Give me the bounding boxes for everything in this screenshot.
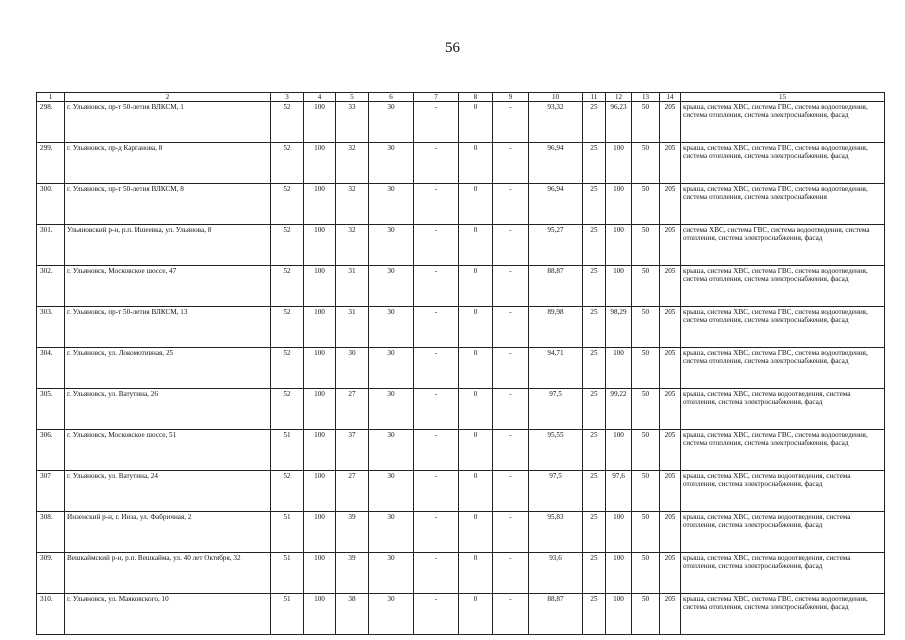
- cell-col10: 93,32: [529, 102, 583, 143]
- cell-col14: 205: [660, 348, 681, 389]
- cell-col4: 100: [304, 512, 336, 553]
- cell-col12: 100: [606, 512, 632, 553]
- cell-col12: 100: [606, 266, 632, 307]
- row-works: крыша, система ХВС, система водоотведения, система отопления, система электроснабжения, фасад: [681, 553, 885, 594]
- cell-col9: -: [493, 102, 529, 143]
- row-address: г. Ульяновск, пр-т 50-летия ВЛКСМ, 1: [65, 102, 271, 143]
- cell-col3: 51: [271, 553, 304, 594]
- row-address: г. Ульяновск, ул. Локомотивная, 25: [65, 348, 271, 389]
- table-row: [37, 102, 885, 143]
- cell-col9: -: [493, 307, 529, 348]
- cell-col9: -: [493, 184, 529, 225]
- column-header: 13: [632, 93, 660, 102]
- cell-col9: -: [493, 471, 529, 512]
- cell-col14: 205: [660, 143, 681, 184]
- page-number: 56: [445, 40, 460, 56]
- cell-col12: 100: [606, 348, 632, 389]
- row-number: 310.: [37, 594, 65, 635]
- cell-col13: 50: [632, 266, 660, 307]
- cell-col9: -: [493, 512, 529, 553]
- cell-col10: 93,6: [529, 553, 583, 594]
- cell-col4: 100: [304, 594, 336, 635]
- row-number: 298.: [37, 102, 65, 143]
- cell-col6: 30: [369, 348, 414, 389]
- cell-col8: 0: [459, 307, 493, 348]
- cell-col14: 205: [660, 307, 681, 348]
- column-header: 5: [336, 93, 369, 102]
- cell-col6: 30: [369, 594, 414, 635]
- column-header: 15: [681, 93, 885, 102]
- column-header: 7: [414, 93, 459, 102]
- row-address: Вешкаймский р-н, р.п. Вешкайма, ул. 40 лет Октября, 32: [65, 553, 271, 594]
- cell-col7: -: [414, 348, 459, 389]
- row-works: крыша, система ХВС, система ГВС, система водоотведения, система отопления, система электроснабжения, фасад: [681, 266, 885, 307]
- cell-col8: 0: [459, 512, 493, 553]
- table-row: [37, 348, 885, 389]
- cell-col12: 97,6: [606, 471, 632, 512]
- cell-col9: -: [493, 225, 529, 266]
- cell-col4: 100: [304, 307, 336, 348]
- column-header: 10: [529, 93, 583, 102]
- row-address: г. Ульяновск, Московское шоссе, 47: [65, 266, 271, 307]
- column-header: 2: [65, 93, 271, 102]
- cell-col10: 97,5: [529, 389, 583, 430]
- cell-col13: 50: [632, 471, 660, 512]
- column-header: 8: [459, 93, 493, 102]
- row-works: крыша, система ХВС, система ГВС, система водоотведения, система отопления, система электроснабжения, фасад: [681, 143, 885, 184]
- cell-col5: 30: [336, 348, 369, 389]
- cell-col12: 100: [606, 143, 632, 184]
- cell-col13: 50: [632, 143, 660, 184]
- cell-col8: 0: [459, 102, 493, 143]
- row-number: 299.: [37, 143, 65, 184]
- cell-col14: 205: [660, 553, 681, 594]
- row-address: г. Ульяновск, ул. Ватутина, 26: [65, 389, 271, 430]
- table-row: [37, 307, 885, 348]
- cell-col11: 25: [583, 471, 606, 512]
- row-works: крыша, система ХВС, система водоотведения, система отопления, система электроснабжения, фасад: [681, 471, 885, 512]
- table-row: [37, 266, 885, 307]
- cell-col8: 0: [459, 389, 493, 430]
- cell-col9: -: [493, 430, 529, 471]
- cell-col3: 52: [271, 348, 304, 389]
- cell-col3: 52: [271, 389, 304, 430]
- cell-col10: 96,94: [529, 184, 583, 225]
- row-works: система ХВС, система ГВС, система водоотведения, система отопления, система электроснабжения, фасад: [681, 225, 885, 266]
- cell-col6: 30: [369, 143, 414, 184]
- table-row: [37, 594, 885, 635]
- cell-col11: 25: [583, 225, 606, 266]
- cell-col4: 100: [304, 348, 336, 389]
- column-header: 1: [37, 93, 65, 102]
- cell-col11: 25: [583, 143, 606, 184]
- cell-col5: 39: [336, 512, 369, 553]
- cell-col7: -: [414, 471, 459, 512]
- cell-col9: -: [493, 553, 529, 594]
- cell-col12: 99,22: [606, 389, 632, 430]
- row-address: г. Ульяновск, пр-т 50-летия ВЛКСМ, 13: [65, 307, 271, 348]
- cell-col13: 50: [632, 594, 660, 635]
- cell-col14: 205: [660, 594, 681, 635]
- cell-col6: 30: [369, 553, 414, 594]
- cell-col7: -: [414, 307, 459, 348]
- cell-col7: -: [414, 512, 459, 553]
- cell-col3: 52: [271, 266, 304, 307]
- cell-col5: 32: [336, 143, 369, 184]
- cell-col11: 25: [583, 389, 606, 430]
- table-row: [37, 430, 885, 471]
- row-number: 301.: [37, 225, 65, 266]
- cell-col10: 97,5: [529, 471, 583, 512]
- cell-col4: 100: [304, 389, 336, 430]
- cell-col9: -: [493, 594, 529, 635]
- cell-col11: 25: [583, 266, 606, 307]
- cell-col11: 25: [583, 553, 606, 594]
- column-header: 3: [271, 93, 304, 102]
- table-row: [37, 225, 885, 266]
- row-number: 306.: [37, 430, 65, 471]
- cell-col4: 100: [304, 225, 336, 266]
- row-works: крыша, система ХВС, система ГВС, система водоотведения, система отопления, система электроснабжения: [681, 184, 885, 225]
- cell-col10: 95,55: [529, 430, 583, 471]
- cell-col8: 0: [459, 471, 493, 512]
- cell-col8: 0: [459, 184, 493, 225]
- cell-col8: 0: [459, 225, 493, 266]
- row-address: Инзенский р-н, г. Инза, ул. Фабричная, 2: [65, 512, 271, 553]
- row-number: 303.: [37, 307, 65, 348]
- cell-col7: -: [414, 184, 459, 225]
- cell-col12: 100: [606, 553, 632, 594]
- row-address: г. Ульяновск, пр-д Карганова, 8: [65, 143, 271, 184]
- cell-col3: 51: [271, 512, 304, 553]
- cell-col4: 100: [304, 430, 336, 471]
- cell-col10: 88,87: [529, 594, 583, 635]
- cell-col7: -: [414, 266, 459, 307]
- cell-col6: 30: [369, 307, 414, 348]
- cell-col6: 30: [369, 184, 414, 225]
- cell-col5: 33: [336, 102, 369, 143]
- row-address: г. Ульяновск, ул. Ватутина, 24: [65, 471, 271, 512]
- cell-col7: -: [414, 430, 459, 471]
- cell-col14: 205: [660, 512, 681, 553]
- cell-col7: -: [414, 225, 459, 266]
- row-address: г. Ульяновск, Московское шоссе, 51: [65, 430, 271, 471]
- row-number: 305.: [37, 389, 65, 430]
- cell-col14: 205: [660, 471, 681, 512]
- cell-col13: 50: [632, 102, 660, 143]
- table-row: [37, 184, 885, 225]
- cell-col8: 0: [459, 553, 493, 594]
- cell-col14: 205: [660, 102, 681, 143]
- cell-col13: 50: [632, 389, 660, 430]
- cell-col10: 96,94: [529, 143, 583, 184]
- column-header: 4: [304, 93, 336, 102]
- cell-col7: -: [414, 389, 459, 430]
- row-works: крыша, система ХВС, система ГВС, система водоотведения, система отопления, система электроснабжения, фасад: [681, 102, 885, 143]
- cell-col3: 52: [271, 102, 304, 143]
- cell-col10: 95,83: [529, 512, 583, 553]
- cell-col5: 38: [336, 594, 369, 635]
- row-address: г. Ульяновск, пр-т 50-летия ВЛКСМ, 8: [65, 184, 271, 225]
- row-address: Ульяновский р-н, р.п. Ишеевка, ул. Ульянова, 8: [65, 225, 271, 266]
- cell-col5: 31: [336, 307, 369, 348]
- row-address: г. Ульяновск, ул. Маяковского, 10: [65, 594, 271, 635]
- cell-col14: 205: [660, 389, 681, 430]
- cell-col12: 100: [606, 184, 632, 225]
- row-works: крыша, система ХВС, система водоотведения, система отопления, система электроснабжения, фасад: [681, 389, 885, 430]
- cell-col5: 39: [336, 553, 369, 594]
- cell-col13: 50: [632, 225, 660, 266]
- cell-col5: 27: [336, 389, 369, 430]
- column-header: 11: [583, 93, 606, 102]
- column-header: 14: [660, 93, 681, 102]
- cell-col7: -: [414, 553, 459, 594]
- cell-col7: -: [414, 102, 459, 143]
- cell-col5: 32: [336, 184, 369, 225]
- cell-col3: 52: [271, 143, 304, 184]
- cell-col14: 205: [660, 266, 681, 307]
- row-number: 308.: [37, 512, 65, 553]
- cell-col6: 30: [369, 225, 414, 266]
- cell-col11: 25: [583, 307, 606, 348]
- cell-col8: 0: [459, 266, 493, 307]
- cell-col6: 30: [369, 389, 414, 430]
- cell-col12: 100: [606, 430, 632, 471]
- cell-col6: 30: [369, 471, 414, 512]
- cell-col9: -: [493, 266, 529, 307]
- cell-col9: -: [493, 143, 529, 184]
- table-row: [37, 512, 885, 553]
- cell-col5: 27: [336, 471, 369, 512]
- cell-col13: 50: [632, 348, 660, 389]
- cell-col13: 50: [632, 553, 660, 594]
- row-works: крыша, система ХВС, система водоотведения, система отопления, система электроснабжения, фасад: [681, 512, 885, 553]
- cell-col13: 50: [632, 307, 660, 348]
- cell-col14: 205: [660, 430, 681, 471]
- cell-col11: 25: [583, 184, 606, 225]
- cell-col5: 37: [336, 430, 369, 471]
- cell-col3: 51: [271, 430, 304, 471]
- cell-col3: 52: [271, 471, 304, 512]
- cell-col14: 205: [660, 184, 681, 225]
- cell-col6: 30: [369, 102, 414, 143]
- cell-col11: 25: [583, 102, 606, 143]
- registry-table: [36, 92, 885, 635]
- cell-col3: 52: [271, 184, 304, 225]
- cell-col7: -: [414, 594, 459, 635]
- table-row: [37, 389, 885, 430]
- cell-col10: 89,98: [529, 307, 583, 348]
- cell-col5: 32: [336, 225, 369, 266]
- row-works: крыша, система ХВС, система ГВС, система водоотведения, система отопления, система электроснабжения, фасад: [681, 307, 885, 348]
- cell-col12: 96,23: [606, 102, 632, 143]
- table-body: [37, 93, 885, 635]
- cell-col6: 30: [369, 266, 414, 307]
- cell-col8: 0: [459, 143, 493, 184]
- cell-col14: 205: [660, 225, 681, 266]
- column-header: 6: [369, 93, 414, 102]
- cell-col4: 100: [304, 184, 336, 225]
- cell-col4: 100: [304, 266, 336, 307]
- cell-col3: 52: [271, 225, 304, 266]
- cell-col9: -: [493, 389, 529, 430]
- cell-col3: 52: [271, 307, 304, 348]
- cell-col10: 88,87: [529, 266, 583, 307]
- cell-col12: 100: [606, 225, 632, 266]
- cell-col10: 95,27: [529, 225, 583, 266]
- row-works: крыша, система ХВС, система ГВС, система водоотведения, система отопления, система электроснабжения, фасад: [681, 430, 885, 471]
- row-number: 300.: [37, 184, 65, 225]
- cell-col13: 50: [632, 430, 660, 471]
- cell-col12: 98,29: [606, 307, 632, 348]
- cell-col13: 50: [632, 184, 660, 225]
- cell-col11: 25: [583, 348, 606, 389]
- row-number: 307: [37, 471, 65, 512]
- cell-col8: 0: [459, 430, 493, 471]
- cell-col8: 0: [459, 594, 493, 635]
- cell-col4: 100: [304, 102, 336, 143]
- row-works: крыша, система ХВС, система ГВС, система водоотведения, система отопления, система электроснабжения, фасад: [681, 348, 885, 389]
- table-row: [37, 553, 885, 594]
- cell-col4: 100: [304, 471, 336, 512]
- column-header: 12: [606, 93, 632, 102]
- cell-col6: 30: [369, 430, 414, 471]
- cell-col4: 100: [304, 553, 336, 594]
- cell-col3: 51: [271, 594, 304, 635]
- row-number: 309.: [37, 553, 65, 594]
- table-row: [37, 471, 885, 512]
- cell-col11: 25: [583, 512, 606, 553]
- cell-col7: -: [414, 143, 459, 184]
- cell-col11: 25: [583, 430, 606, 471]
- cell-col10: 94,71: [529, 348, 583, 389]
- row-number: 304.: [37, 348, 65, 389]
- cell-col13: 50: [632, 512, 660, 553]
- table-row: [37, 143, 885, 184]
- cell-col6: 30: [369, 512, 414, 553]
- cell-col4: 100: [304, 143, 336, 184]
- cell-col9: -: [493, 348, 529, 389]
- row-works: крыша, система ХВС, система ГВС, система водоотведения, система отопления, система электроснабжения, фасад: [681, 594, 885, 635]
- cell-col11: 25: [583, 594, 606, 635]
- header-row: [37, 93, 885, 102]
- row-number: 302.: [37, 266, 65, 307]
- cell-col12: 100: [606, 594, 632, 635]
- cell-col5: 31: [336, 266, 369, 307]
- cell-col8: 0: [459, 348, 493, 389]
- column-header: 9: [493, 93, 529, 102]
